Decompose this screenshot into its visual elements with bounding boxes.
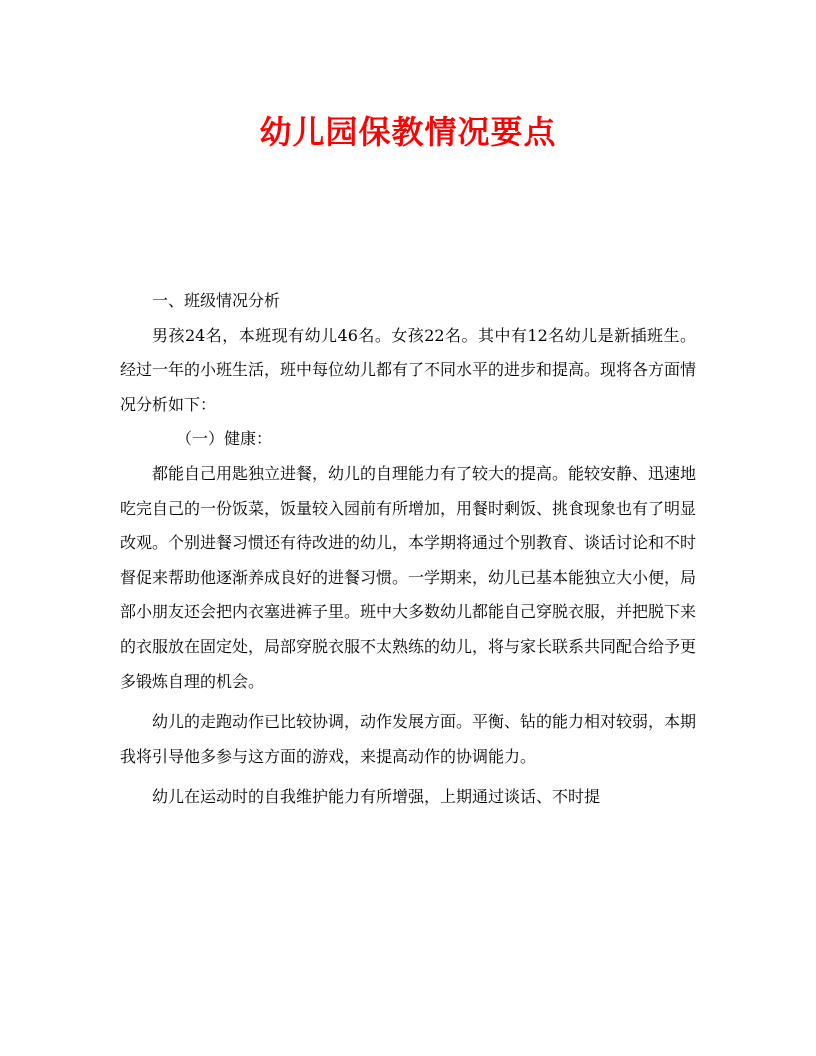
document-body bbox=[120, 284, 696, 815]
paragraph-self-care: 都能自己用匙独立进餐，幼儿的自理能力有了较大的提高。能较安静、迅速地吃完自己的一份饭菜，饭量较入园前有所增加，用餐时剩饭、挑食现象也有了明显改观。个别进餐习惯还有待改进的幼儿，本学期将通过个别教育、谈话讨论和不时督促来帮助他逐渐养成良好的进餐习惯。一学期来，幼儿已基本能独立大小便，局部小朋友还会把内衣塞进裤子里。班中大多数幼儿都能自己穿脱衣服，并把脱下来的衣服放在固定处，局部穿脱衣服不太熟练的幼儿，将与家长联系共同配合给予更多锻炼自理的机会。 bbox=[120, 463, 697, 691]
paragraph-self-protection: 幼儿在运动时的自我维护能力有所增强，上期通过谈话、不时提 bbox=[152, 787, 601, 807]
paragraph-class-overview: 男孩24名，本班现有幼儿46名。女孩22名。其中有12名幼儿是新插班生。经过一年的小班生活，班中每位幼儿都有了不同水平的进步和提高。现将各方面情况分析如下： bbox=[120, 325, 697, 414]
paragraph-motor-skills: 幼儿的走跑动作已比较协调，动作发展方面。平衡、钻的能力相对较弱，本期我将引导他多参与这方面的游戏，来提高动作的协调能力。 bbox=[120, 712, 697, 766]
document-title: 幼儿园保教情况要点 bbox=[259, 113, 557, 151]
section-heading-class-analysis: 一、班级情况分析 bbox=[152, 291, 281, 310]
subsection-heading-health: （一）健康： bbox=[176, 429, 273, 449]
